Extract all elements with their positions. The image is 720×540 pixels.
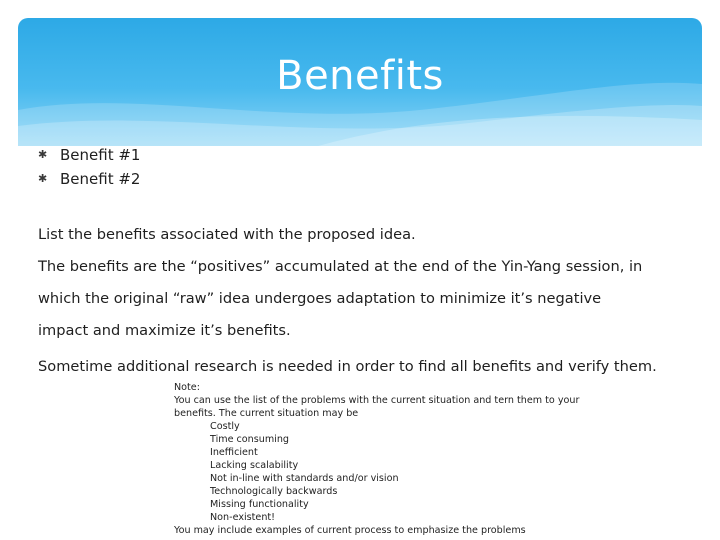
note-heading: Note: (174, 382, 200, 393)
note-intro-line: You can use the list of the problems with the current situation and tern them to your (174, 395, 580, 406)
bullet-item (38, 143, 140, 167)
note-list-item: Time consuming (210, 434, 290, 445)
note-block (174, 381, 579, 537)
body-paragraph-2-line-3: impact and maximize it’s benefits. (38, 322, 291, 339)
note-list-item: Costly (210, 421, 240, 432)
note-list-item: Technologically backwards (210, 486, 338, 497)
benefit-bullet-list (38, 143, 140, 191)
bullet-text: Benefit #1 (60, 146, 141, 164)
body-paragraph-3: Sometime additional research is needed in order to find all benefits and verify them. (38, 358, 657, 375)
bullet-item (38, 167, 140, 191)
note-list-item: Lacking scalability (210, 460, 299, 471)
note-list-item: Non-existent! (210, 512, 276, 523)
note-intro-line: benefits. The current situation may be (174, 408, 359, 419)
asterisk-bullet-icon: ✱ (38, 148, 48, 161)
slide-title: Benefits (276, 53, 444, 99)
body-paragraph-1: List the benefits associated with the proposed idea. (38, 226, 416, 243)
bullet-text: Benefit #2 (60, 170, 141, 188)
note-list-item: Missing functionality (210, 499, 309, 510)
body-paragraph-2-line-2: which the original “raw” idea undergoes adaptation to minimize it’s negative (38, 290, 602, 307)
note-list-item: Not in-line with standards and/or vision (210, 473, 399, 484)
note-list-item: Inefficient (210, 447, 258, 458)
note-closing: You may include examples of current process to emphasize the problems (174, 525, 526, 536)
body-paragraph-2-line-1: The benefits are the “positives” accumulated at the end of the Yin-Yang session, in (38, 258, 643, 275)
asterisk-bullet-icon: ✱ (38, 172, 48, 185)
